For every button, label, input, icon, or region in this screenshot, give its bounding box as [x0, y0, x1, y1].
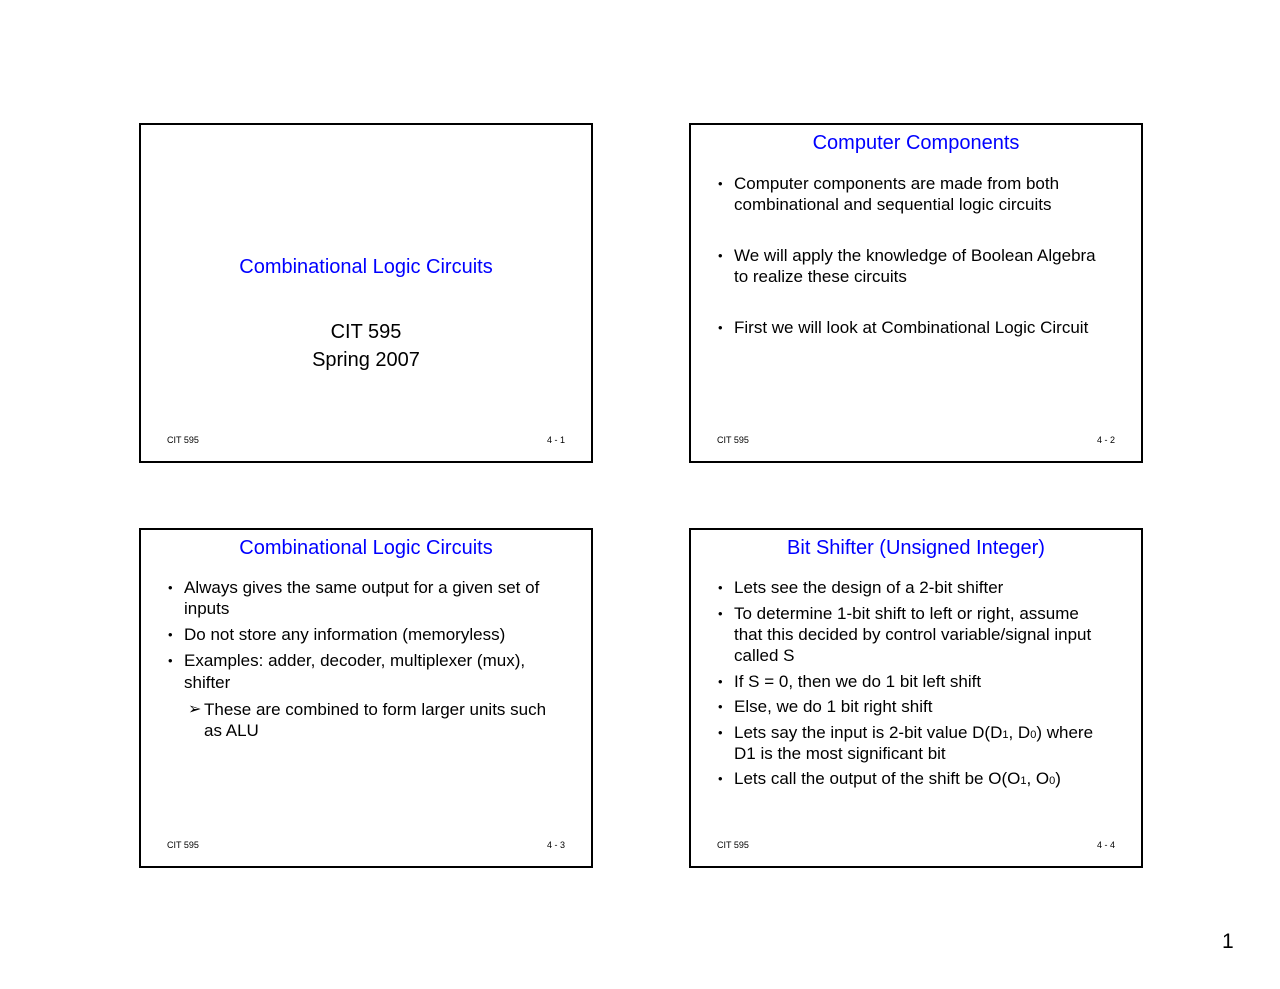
- slide-2-bullet-2-line-2: to realize these circuits: [734, 267, 907, 286]
- bullet-icon: •: [718, 699, 723, 714]
- bullet-icon: •: [168, 580, 173, 595]
- slide-1-title: Combinational Logic Circuits: [239, 256, 493, 278]
- slide-1: [139, 123, 593, 463]
- slide-4-bullet-5-line-2: D1 is the most significant bit: [734, 744, 946, 763]
- bullet-icon: •: [718, 580, 723, 595]
- slide-3-sub-bullet-line-1: These are combined to form larger units such: [204, 700, 547, 719]
- subscript-0: 0: [1030, 729, 1037, 741]
- bullet-icon: •: [718, 725, 723, 740]
- slide-3-footer-left: CIT 595: [167, 840, 199, 850]
- slide-4-bullet-5-pre: Lets say the input is 2-bit value D(D: [734, 723, 1003, 742]
- slide-4-bullet-5-post: ) where: [1036, 723, 1094, 742]
- slide-3-bullet-3-line-2: shifter: [184, 673, 231, 692]
- slide-4-bullet-6-mid: , O: [1026, 769, 1050, 788]
- slide-2-footer-left: CIT 595: [717, 435, 749, 445]
- slide-4-bullet-6: [734, 768, 1061, 792]
- slide-4-bullet-3: If S = 0, then we do 1 bit left shift: [734, 672, 982, 691]
- bullet-icon: •: [168, 627, 173, 642]
- arrow-bullet-icon: ➢: [188, 701, 202, 718]
- bullet-icon: •: [718, 248, 723, 263]
- slide-4-bullet-6-pre: Lets call the output of the shift be O(O: [734, 769, 1021, 788]
- slide-2-bullet-1-line-2: combinational and sequential logic circuits: [734, 195, 1052, 214]
- slide-3: [139, 528, 593, 868]
- slide-4-bullet-4: Else, we do 1 bit right shift: [734, 697, 933, 716]
- slide-4-bullet-2-line-2: that this decided by control variable/signal input: [734, 625, 1092, 644]
- slide-1-footer-left: CIT 595: [167, 435, 199, 445]
- bullet-icon: •: [718, 606, 723, 621]
- slide-3-bullet-1-line-1: Always gives the same output for a given set of: [184, 578, 540, 597]
- slide-2-footer-right: 4 - 2: [1096, 435, 1115, 445]
- slide-2-bullet-3-line-1: First we will look at Combinational Logic Circuit: [734, 318, 1089, 337]
- slide-3-bullet-3-line-1: Examples: adder, decoder, multiplexer (mux),: [184, 651, 526, 670]
- subscript-1: 1: [1020, 775, 1027, 787]
- slide-4-bullet-2-line-1: To determine 1-bit shift to left or right, assume: [734, 604, 1079, 623]
- slide-2: [689, 123, 1143, 463]
- slide-2-title: Computer Components: [812, 132, 1020, 154]
- slide-3-sub-bullet-line-2: as ALU: [204, 721, 259, 740]
- bullet-icon: •: [718, 176, 723, 191]
- slide-1-footer-right: 4 - 1: [546, 435, 565, 445]
- slide-3-title: Combinational Logic Circuits: [239, 537, 493, 559]
- slide-1-course: CIT 595: [330, 321, 402, 343]
- slide-4-footer-right: 4 - 4: [1096, 840, 1115, 850]
- bullet-icon: •: [718, 771, 723, 786]
- slide-4-bullet-5-mid: , D: [1008, 723, 1031, 742]
- slide-3-bullet-1-line-2: inputs: [184, 599, 230, 618]
- bullet-icon: •: [168, 653, 173, 668]
- slide-2-bullet-1-line-1: Computer components are made from both: [734, 174, 1060, 193]
- subscript-1: 1: [1002, 729, 1009, 741]
- page-number: 1: [1222, 930, 1234, 953]
- slide-2-bullet-2-line-1: We will apply the knowledge of Boolean Algebra: [734, 246, 1096, 265]
- subscript-0: 0: [1049, 775, 1056, 787]
- slide-4-title: Bit Shifter (Unsigned Integer): [787, 537, 1045, 559]
- bullet-icon: •: [718, 674, 723, 689]
- slide-4-footer-left: CIT 595: [717, 840, 749, 850]
- slide-4-bullet-1: Lets see the design of a 2-bit shifter: [734, 578, 1004, 597]
- bullet-icon: •: [718, 320, 723, 335]
- slide-4-bullet-6-post: ): [1055, 769, 1061, 788]
- slide-4: [689, 528, 1143, 868]
- slide-3-footer-right: 4 - 3: [546, 840, 565, 850]
- slide-3-bullet-2-line-1: Do not store any information (memoryless): [184, 625, 506, 644]
- slide-1-term: Spring 2007: [312, 349, 420, 371]
- slide-4-bullet-2-line-3: called S: [734, 646, 795, 665]
